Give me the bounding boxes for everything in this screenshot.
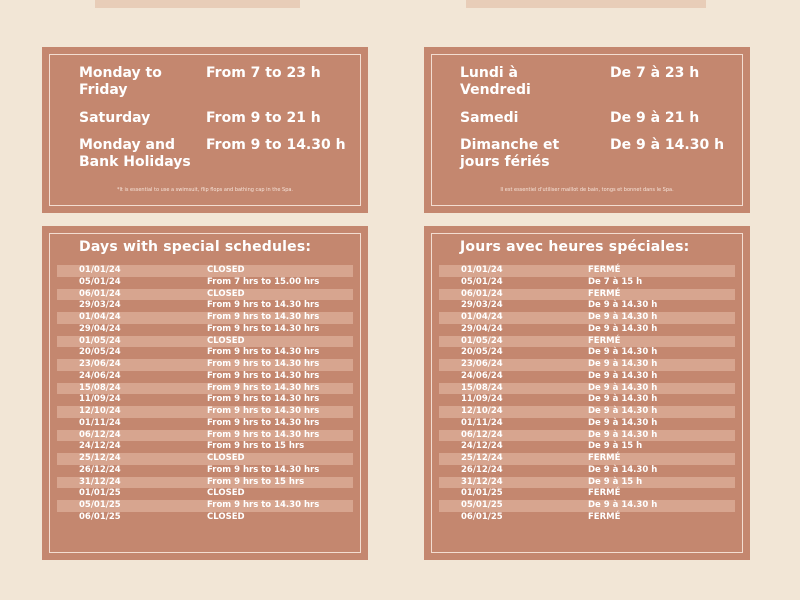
schedule-hours: From 9 hrs to 14.30 hrs	[207, 429, 320, 440]
schedule-hours: De 9 à 14.30 h	[588, 370, 658, 381]
schedule-date: 24/12/24	[79, 441, 121, 452]
schedule-hours: From 9 hrs to 14.30 hrs	[207, 382, 320, 393]
schedule-date: 01/01/25	[79, 488, 121, 499]
table-row	[57, 453, 353, 465]
schedule-date: 06/01/25	[461, 511, 503, 522]
table-row	[57, 347, 353, 359]
schedule-date: 01/05/24	[79, 335, 121, 346]
schedule-hours: De 9 à 14.30 h	[588, 406, 658, 416]
schedule-hours: De 9 à 14.30 h	[588, 300, 658, 311]
schedule-date: 01/04/24	[79, 312, 121, 322]
schedule-hours: De 9 à 14.30 h	[588, 347, 658, 358]
schedule-date: 25/12/24	[79, 453, 121, 463]
schedule-hours: De 9 à 14.30 h	[588, 429, 658, 440]
table-row	[439, 371, 735, 383]
schedule-date: 24/06/24	[79, 370, 121, 381]
hours-time: De 9 à 14.30 h	[610, 137, 725, 153]
hours-card-french	[424, 47, 750, 213]
spa-note: *It is essential to use a swimsuit, flip flops and bathing cap in the Spa.	[116, 187, 294, 193]
schedule-date: 24/06/24	[461, 370, 503, 381]
schedule-hours: CLOSED	[207, 335, 245, 346]
table-row	[439, 441, 735, 453]
schedule-date: 06/01/24	[79, 288, 121, 299]
schedule-hours: De 9 à 14.30 h	[588, 394, 658, 405]
schedule-date: 01/11/24	[79, 417, 121, 428]
schedule-date: 11/09/24	[79, 394, 121, 405]
spa-note: Il est essentiel d'utiliser maillot de bain, tongs et bonnet dans le Spa.	[500, 187, 674, 193]
schedule-date: 12/10/24	[461, 406, 503, 416]
schedule-date: 23/06/24	[461, 359, 503, 369]
table-row	[57, 394, 353, 406]
hours-time: From 7 to 23 h	[206, 65, 321, 81]
schedule-hours: From 9 hrs to 14.30 hrs	[207, 500, 320, 510]
table-row	[439, 277, 735, 289]
special-schedule-title: Days with special schedules:	[79, 239, 312, 255]
schedule-hours: De 9 à 14.30 h	[588, 464, 658, 475]
schedule-hours: CLOSED	[207, 453, 245, 463]
schedule-date: 01/01/25	[461, 488, 503, 499]
schedule-hours: From 9 hrs to 15 hrs	[207, 476, 305, 487]
table-row	[57, 488, 353, 500]
hours-card-english	[42, 47, 368, 213]
schedule-hours: CLOSED	[207, 288, 245, 299]
schedule-hours: De 9 à 14.30 h	[588, 382, 658, 393]
table-row	[57, 418, 353, 430]
schedule-hours: From 9 hrs to 14.30 hrs	[207, 300, 320, 311]
schedule-date: 26/12/24	[79, 464, 121, 475]
table-row	[57, 430, 353, 442]
schedule-hours: CLOSED	[207, 488, 245, 499]
schedule-date: 25/12/24	[461, 453, 503, 463]
table-row	[57, 383, 353, 395]
schedule-date: 06/01/24	[461, 288, 503, 299]
schedule-date: 05/01/25	[79, 500, 121, 510]
table-row	[57, 371, 353, 383]
table-row	[57, 512, 353, 524]
schedule-date: 01/11/24	[461, 417, 503, 428]
schedule-hours: FERMÉ	[588, 453, 621, 463]
hours-day: Monday to Friday	[79, 65, 162, 98]
schedule-date: 31/12/24	[461, 476, 503, 487]
schedule-hours: De 9 à 15 h	[588, 476, 643, 487]
schedule-date: 06/12/24	[461, 429, 503, 440]
hours-day: Dimanche et jours fériés	[460, 137, 560, 170]
table-row	[57, 477, 353, 489]
schedule-date: 11/09/24	[461, 394, 503, 405]
table-row	[439, 394, 735, 406]
schedule-hours: From 9 hrs to 15 hrs	[207, 441, 305, 452]
table-row	[439, 265, 735, 277]
table-row	[439, 359, 735, 371]
schedule-date: 24/12/24	[461, 441, 503, 452]
schedule-hours: FERMÉ	[588, 335, 621, 346]
table-row	[57, 300, 353, 312]
schedule-hours: FERMÉ	[588, 511, 621, 522]
schedule-date: 12/10/24	[79, 406, 121, 416]
schedule-date: 31/12/24	[79, 476, 121, 487]
schedule-hours: From 9 hrs to 14.30 hrs	[207, 394, 320, 405]
table-row	[57, 289, 353, 301]
schedule-date: 23/06/24	[79, 359, 121, 369]
hours-day: Lundi à Vendredi	[460, 65, 531, 98]
table-row	[57, 336, 353, 348]
table-row	[439, 477, 735, 489]
schedule-date: 26/12/24	[461, 464, 503, 475]
hours-time: De 9 à 21 h	[610, 110, 700, 126]
schedule-date: 01/01/24	[79, 265, 121, 275]
schedule-date: 05/01/25	[461, 500, 503, 510]
table-row	[439, 500, 735, 512]
table-row	[57, 500, 353, 512]
table-row	[439, 289, 735, 301]
table-row	[439, 336, 735, 348]
table-row	[439, 512, 735, 524]
schedule-date: 01/01/24	[461, 265, 503, 275]
schedule-date: 20/05/24	[79, 347, 121, 358]
schedule-hours: De 9 à 14.30 h	[588, 312, 658, 322]
special-schedule-table	[57, 265, 353, 524]
table-row	[439, 324, 735, 336]
table-row	[57, 359, 353, 371]
table-row	[439, 406, 735, 418]
special-schedule-title: Jours avec heures spéciales:	[460, 239, 690, 255]
table-row	[439, 453, 735, 465]
schedule-hours: From 9 hrs to 14.30 hrs	[207, 406, 320, 416]
table-row	[439, 465, 735, 477]
table-row	[439, 418, 735, 430]
schedule-date: 06/01/25	[79, 511, 121, 522]
schedule-hours: From 9 hrs to 14.30 hrs	[207, 359, 320, 369]
special-schedule-table	[439, 265, 735, 524]
hours-time: De 7 à 23 h	[610, 65, 700, 81]
schedule-hours: From 9 hrs to 14.30 hrs	[207, 323, 320, 334]
special-schedule-card-english	[42, 226, 368, 560]
table-row	[439, 312, 735, 324]
header-strip-left	[95, 0, 300, 8]
table-row	[439, 347, 735, 359]
schedule-date: 20/05/24	[461, 347, 503, 358]
schedule-date: 15/08/24	[461, 382, 503, 393]
schedule-hours: From 9 hrs to 14.30 hrs	[207, 464, 320, 475]
schedule-date: 29/04/24	[461, 323, 503, 334]
schedule-hours: FERMÉ	[588, 288, 621, 299]
table-row	[439, 383, 735, 395]
table-row	[57, 312, 353, 324]
schedule-hours: From 9 hrs to 14.30 hrs	[207, 347, 320, 358]
hours-day: Saturday	[79, 110, 151, 126]
hours-day: Samedi	[460, 110, 519, 126]
schedule-hours: De 9 à 14.30 h	[588, 500, 658, 510]
schedule-hours: CLOSED	[207, 511, 245, 522]
table-row	[57, 277, 353, 289]
header-strip-right	[466, 0, 706, 8]
table-row	[57, 406, 353, 418]
table-row	[439, 300, 735, 312]
schedule-hours: From 9 hrs to 14.30 hrs	[207, 370, 320, 381]
schedule-date: 01/05/24	[461, 335, 503, 346]
hours-time: From 9 to 14.30 h	[206, 137, 346, 153]
table-row	[439, 430, 735, 442]
schedule-hours: De 9 à 14.30 h	[588, 323, 658, 334]
hours-time: From 9 to 21 h	[206, 110, 321, 126]
schedule-hours: From 7 hrs to 15.00 hrs	[207, 276, 320, 287]
schedule-hours: De 9 à 14.30 h	[588, 359, 658, 369]
table-row	[57, 465, 353, 477]
schedule-date: 15/08/24	[79, 382, 121, 393]
schedule-hours: FERMÉ	[588, 488, 621, 499]
special-schedule-card-french	[424, 226, 750, 560]
schedule-date: 29/04/24	[79, 323, 121, 334]
table-row	[57, 324, 353, 336]
schedule-date: 05/01/24	[461, 276, 503, 287]
hours-day: Monday and Bank Holidays	[79, 137, 191, 170]
schedule-hours: From 9 hrs to 14.30 hrs	[207, 417, 320, 428]
schedule-date: 05/01/24	[79, 276, 121, 287]
schedule-hours: De 9 à 15 h	[588, 441, 643, 452]
schedule-date: 29/03/24	[79, 300, 121, 311]
schedule-hours: FERMÉ	[588, 265, 621, 275]
schedule-hours: De 7 à 15 h	[588, 276, 643, 287]
schedule-date: 06/12/24	[79, 429, 121, 440]
schedule-hours: De 9 à 14.30 h	[588, 417, 658, 428]
schedule-date: 01/04/24	[461, 312, 503, 322]
table-row	[57, 265, 353, 277]
table-row	[57, 441, 353, 453]
schedule-date: 29/03/24	[461, 300, 503, 311]
schedule-hours: From 9 hrs to 14.30 hrs	[207, 312, 320, 322]
table-row	[439, 488, 735, 500]
schedule-hours: CLOSED	[207, 265, 245, 275]
